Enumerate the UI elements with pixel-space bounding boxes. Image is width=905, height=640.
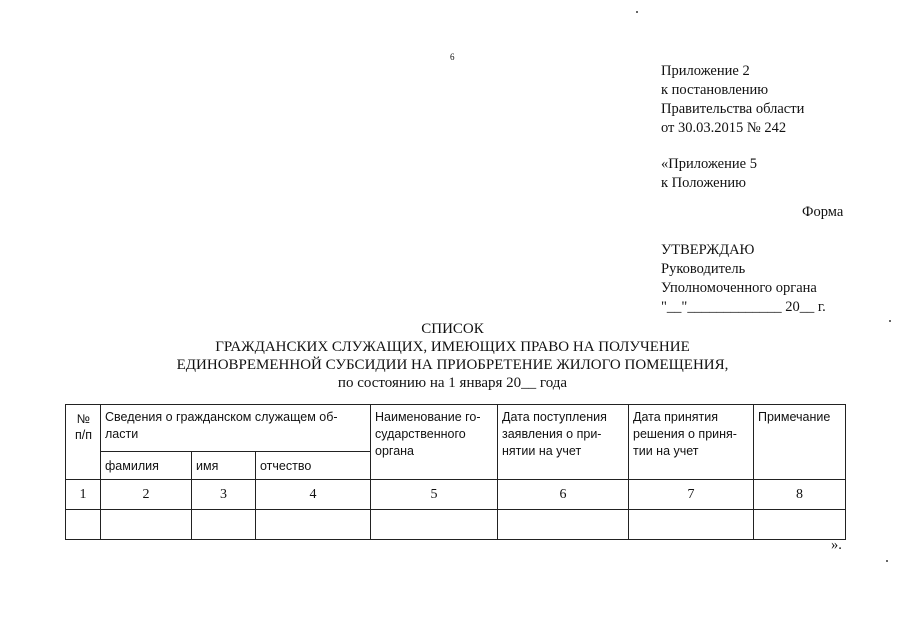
approval-line: Руководитель [661,261,746,277]
header-date-decision: Дата принятия решения о приня- тии на учет [629,405,754,480]
title-line: ЕДИНОВРЕМЕННОЙ СУБСИДИИ НА ПРИОБРЕТЕНИЕ ЖИЛОГО ПОМЕЩЕНИЯ, [176,357,729,373]
appendix-line: от 30.03.2015 № 242 [661,120,787,136]
empty-cell [629,510,754,540]
header-servant-info: Сведения о гражданском служащем об- ласти [101,405,371,452]
page-number: 6 [450,52,455,62]
empty-cell [101,510,192,540]
empty-cell [498,510,629,540]
empty-cell [256,510,371,540]
appendix-block [661,62,804,193]
title-line: ГРАЖДАНСКИХ СЛУЖАЩИХ, ИМЕЮЩИХ ПРАВО НА ПОЛУЧЕНИЕ [215,339,690,355]
column-number: 8 [754,480,846,510]
header-number: № п/п [66,405,101,480]
header-date-received: Дата поступления заявления о при- нятии на учет [498,405,629,480]
approval-line: УТВЕРЖДАЮ [661,242,755,258]
title-line: СПИСОК [421,321,484,337]
column-number: 1 [66,480,101,510]
approval-block [661,241,826,317]
inner-appendix-line: к Положению [661,175,746,191]
document-title [0,320,905,392]
header-surname: фамилия [101,452,192,480]
appendix-line: Приложение 2 [661,63,750,79]
header-note: Примечание [754,405,846,480]
approval-line: Уполномоченного органа [661,280,817,296]
register-table [65,404,846,540]
header-name: имя [192,452,256,480]
appendix-line: Правительства области [661,101,805,117]
scan-speck [886,560,888,562]
scan-speck [889,320,891,322]
column-number: 5 [371,480,498,510]
column-number: 6 [498,480,629,510]
column-number: 2 [101,480,192,510]
title-subline: по состоянию на 1 января 20__ года [337,375,568,391]
column-number: 4 [256,480,371,510]
scan-speck [636,11,638,13]
column-number: 3 [192,480,256,510]
column-number-row [66,480,846,510]
empty-cell [754,510,846,540]
empty-cell [66,510,101,540]
column-number: 7 [629,480,754,510]
empty-data-row [66,510,846,540]
form-label: Форма [802,204,844,220]
inner-appendix-line: «Приложение 5 [661,156,757,172]
header-patronymic: отчество [256,452,371,480]
empty-cell [192,510,256,540]
header-organ: Наименование го- сударственного органа [371,405,498,480]
closing-quote-mark: ». [831,537,842,553]
empty-cell [371,510,498,540]
approval-date-line: "__"_____________ 20__ г. [661,299,826,315]
appendix-line: к постановлению [661,82,769,98]
